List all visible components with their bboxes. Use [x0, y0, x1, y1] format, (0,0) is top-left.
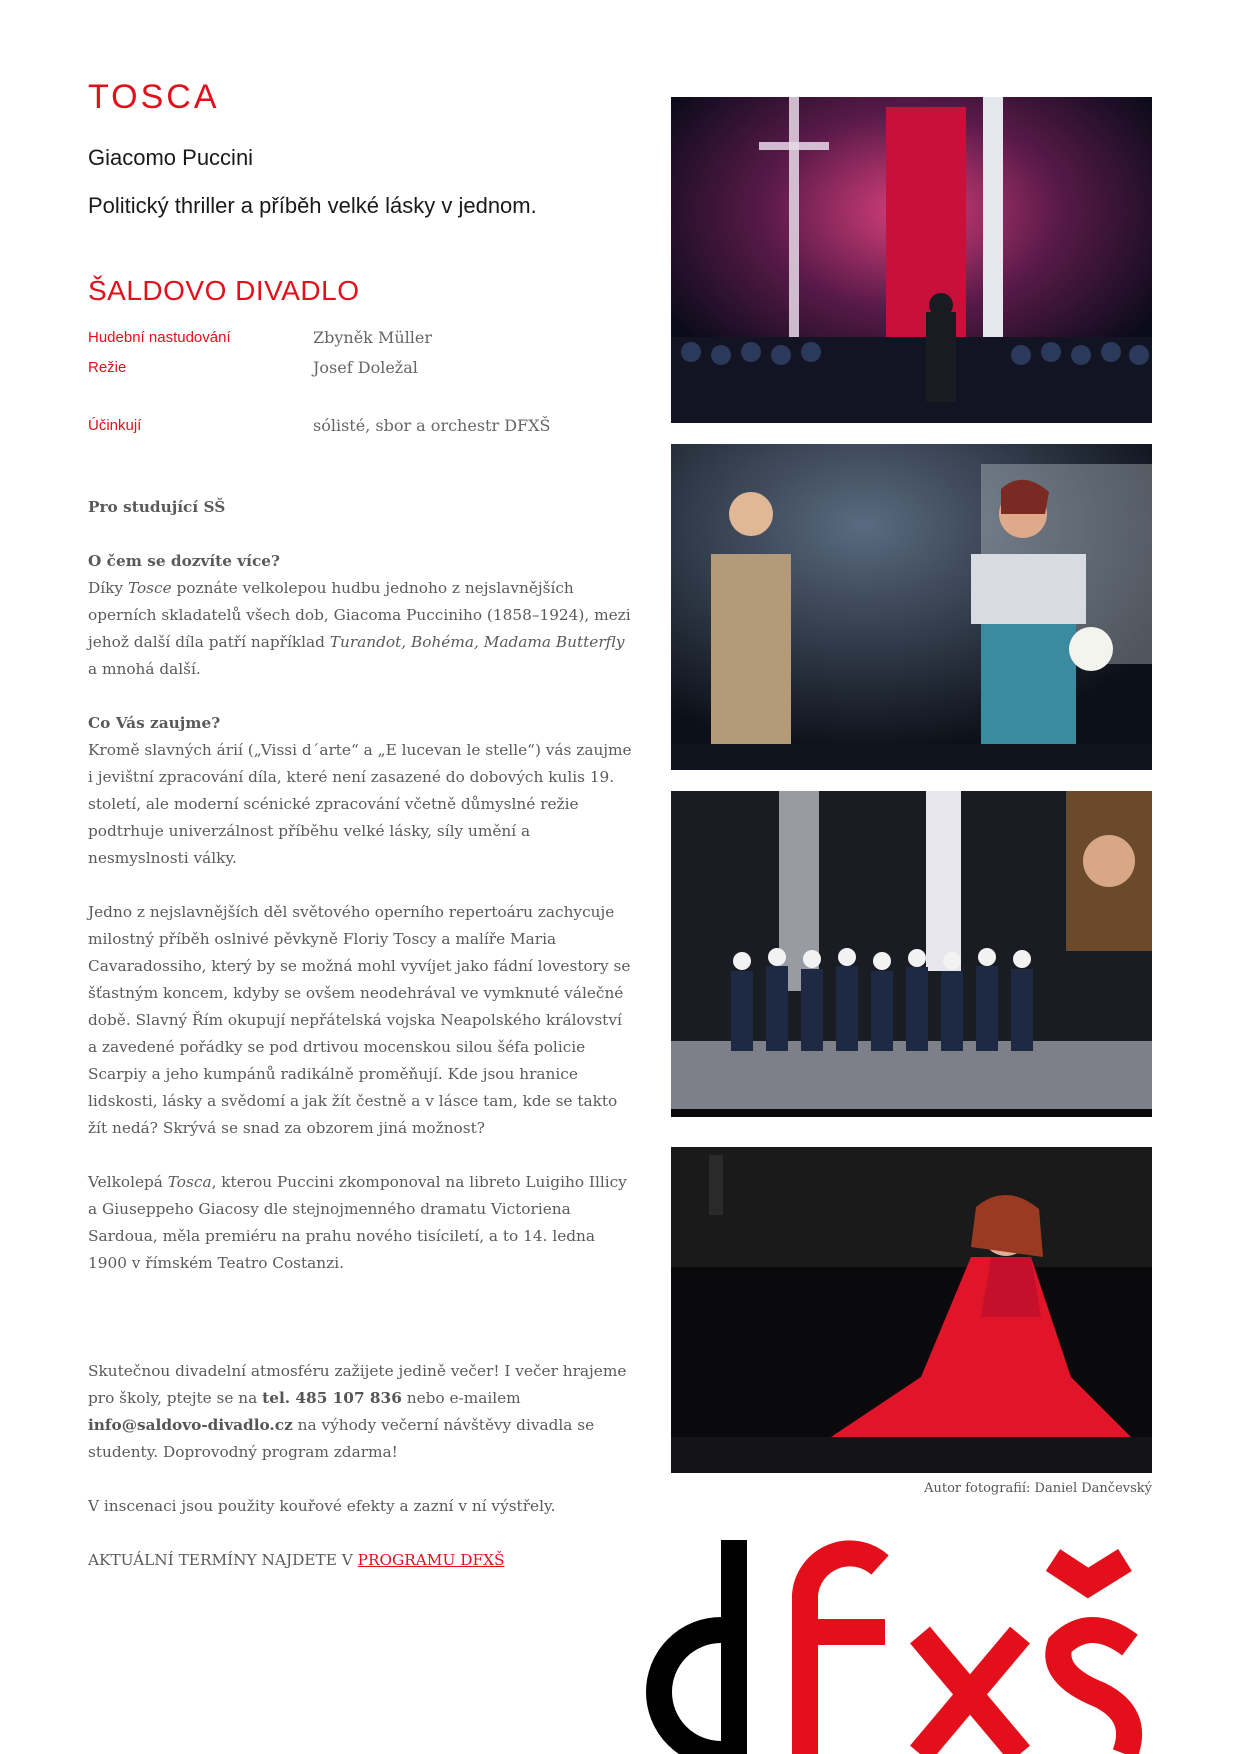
theatre-name: ŠALDOVO DIVADLO	[88, 275, 360, 306]
contact-email[interactable]: info@saldovo-divadlo.cz	[88, 1416, 293, 1434]
credit-value-cast: sólisté, sbor a orchestr DFXŠ	[313, 416, 551, 435]
story-paragraph: Jedno z nejslavnějších děl světového operního repertoáru zachycuje milostný příběh oslnivé pěvkyně Floriy Toscy a malíře Maria Cavaradossiho, který by se možná mohl vyvíjet jako fádní lovestory se šťastným koncem, kdyby se ovšem neodehrával ve vymknuté válečné době. Slavný Řím okupují nepřátelská vojska Neapolského království a zavedené pořádky se pod drtivou mocenskou silou šéfa policie Scarpiy a jeho kumpánů radikálně proměňují. Kde jsou hranice lidskosti, lásky a svědomí a jak žít čestně a v lásce tam, kde se takto žít nedá? Skrývá se snad za obzorem jiná možnost?	[88, 903, 631, 1137]
learn-text-1: Díky	[88, 579, 128, 597]
premiere-paragraph	[88, 1169, 633, 1277]
credit-label-cast: Účinkují	[88, 417, 142, 434]
program-link[interactable]: PROGRAMU DFXŠ	[357, 1551, 505, 1569]
premiere-text-2: , kterou Puccini zkomponoval na libreto Luigiho Illicy a Giuseppeho Giacosy dle stejnojmenného dramatu Victoriena Sardoua, měla premiéru na prahu nového tisíciletí, a to 14. ledna 1900 v římském Teatro Costanzi.	[88, 1173, 627, 1272]
premiere-text-1: Velkolepá	[88, 1173, 168, 1191]
contact-paragraph	[88, 1358, 633, 1466]
learn-text-3: a mnohá další.	[88, 660, 201, 678]
photo-credit: Autor fotografií: Daniel Dančevský	[924, 1481, 1152, 1496]
body-text	[88, 494, 633, 1601]
interest-heading: Co Vás zaujme?	[88, 714, 221, 732]
stage-crucifix-photo	[671, 97, 1152, 423]
learn-text-em1: Tosce	[127, 579, 172, 597]
audience-heading: Pro studující SŠ	[88, 498, 226, 516]
credit-value-conductor: Zbyněk Müller	[313, 328, 432, 347]
interest-text: Kromě slavných árií („Vissi d´arte“ a „E lucevan le stelle“) vás zaujme i jevištní zpracování díla, které není zasazené do dobových kulis 19. století, ale moderní scénické zpracování včetně důmyslné režie podtrhuje univerzálnost příběhu velké lásky, síly umění a nesmyslnosti války.	[88, 741, 632, 867]
learn-section	[88, 548, 633, 683]
credit-label-director: Režie	[88, 359, 127, 376]
premiere-text-em: Tosca	[167, 1173, 212, 1191]
learn-text-em2: Turandot, Bohéma, Madama Butterfly	[329, 633, 625, 651]
interest-section	[88, 710, 633, 872]
contact-text-2: nebo e-mailem	[401, 1389, 521, 1407]
program-text: AKTUÁLNÍ TERMÍNY NAJDETE V	[88, 1551, 358, 1569]
contact-phone[interactable]: tel. 485 107 836	[262, 1389, 402, 1407]
duet-scene-photo	[671, 444, 1152, 770]
chorus-scene-photo	[671, 791, 1152, 1117]
program-line	[88, 1547, 633, 1574]
contact-text-3: na výhody večerní návštěvy divadla se studenty. Doprovodný program zdarma!	[88, 1416, 595, 1461]
learn-heading: O čem se dozvíte více?	[88, 552, 280, 570]
learn-text-2: poznáte velkolepou hudbu jednoho z nejslavnějších operních skladatelů všech dob, Giacoma Pucciniho (1858–1924), mezi jehož další díla patří například	[88, 579, 631, 651]
logo-letters-fxs	[795, 1553, 1130, 1754]
credit-value-director: Josef Doležal	[313, 358, 418, 377]
contact-text-1: Skutečnou divadelní atmosféru zažijete jedině večer! I večer hrajeme pro školy, ptejte se na	[88, 1362, 627, 1407]
page-title: TOSCA	[88, 78, 220, 116]
composer-name: Giacomo Puccini	[88, 145, 254, 170]
credit-label-conductor: Hudební nastudování	[88, 329, 231, 346]
logo-letter-d	[659, 1540, 747, 1754]
tosca-red-dress-photo	[671, 1147, 1152, 1473]
effects-note: V inscenaci jsou použity kouřové efekty a zazní v ní výstřely.	[88, 1497, 556, 1515]
dfxs-logo	[620, 1535, 1160, 1754]
tagline: Politický thriller a příběh velké lásky v jednom.	[88, 193, 537, 218]
